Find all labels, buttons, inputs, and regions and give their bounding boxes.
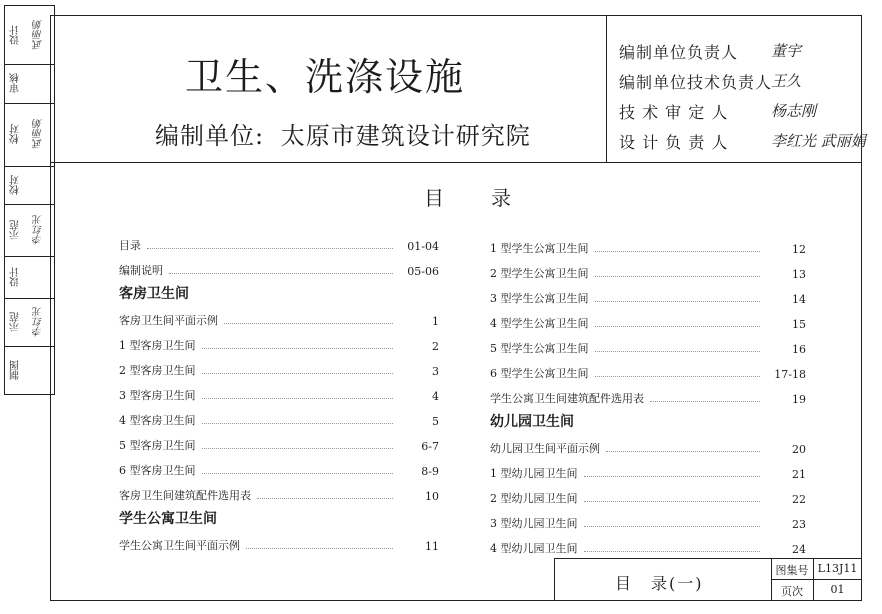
toc-entry-title: 5 型客房卫生间 <box>119 439 196 452</box>
toc-page-number: 15 <box>792 318 806 331</box>
toc-leader-dots <box>584 476 761 477</box>
toc-entry-title: 1 型幼儿园卫生间 <box>490 467 578 480</box>
toc-page-number: 17-18 <box>774 368 806 381</box>
toc-entry-title: 4 型幼儿园卫生间 <box>490 542 578 555</box>
toc-entry-title: 5 型学生公寓卫生间 <box>490 342 589 355</box>
toc-leader-dots <box>584 526 761 527</box>
toc-page-number: 3 <box>432 365 439 378</box>
toc-entry <box>119 308 439 328</box>
toc-leader-dots <box>246 548 393 549</box>
page-number: 01 <box>830 583 845 596</box>
toc-leader-dots <box>202 448 394 449</box>
toc-page-number: 5 <box>432 415 439 428</box>
toc-page-number: 14 <box>792 293 806 306</box>
sidebar-signature <box>27 346 51 394</box>
toc-entry <box>490 386 806 406</box>
sidebar-role: 设计 <box>10 25 22 45</box>
toc-page-number: 16 <box>792 343 806 356</box>
sidebar-role: 示范 <box>10 312 22 332</box>
sidebar-row <box>5 298 54 347</box>
toc-page-number: 23 <box>792 518 806 531</box>
toc-entry <box>119 358 439 378</box>
title-block-divider <box>771 579 862 580</box>
toc-entry-title: 2 型学生公寓卫生间 <box>490 267 589 280</box>
toc-leader-dots <box>257 498 393 499</box>
sidebar-signature: 武丽娟 <box>33 119 45 150</box>
toc-entry <box>119 258 439 278</box>
toc-page-number: 1 <box>432 315 439 328</box>
toc-leader-dots <box>202 473 394 474</box>
signoff-label: 编制单位负责人 <box>619 43 739 62</box>
atlas-number: L13J11 <box>817 562 858 575</box>
toc-leader-dots <box>606 451 760 452</box>
toc-leader-dots <box>224 323 393 324</box>
toc-entry-title: 4 型客房卫生间 <box>119 414 196 427</box>
sidebar-row <box>5 6 54 65</box>
toc-page-number: 20 <box>792 443 806 456</box>
sidebar-role: 校对 <box>10 175 22 195</box>
drawing-frame <box>50 15 866 601</box>
toc-entry-title: 6 型客房卫生间 <box>119 464 196 477</box>
toc-entry-title: 6 型学生公寓卫生间 <box>490 367 589 380</box>
signoff-label: 设 计 负 责 人 <box>619 133 729 152</box>
toc-entry-title: 1 型客房卫生间 <box>119 339 196 352</box>
toc-page-number: 4 <box>432 390 439 403</box>
org-label: 编制单位: <box>155 122 265 150</box>
sidebar-signature <box>27 256 51 298</box>
toc-entry-title: 客房卫生间平面示例 <box>119 314 218 327</box>
toc-entry-title: 目录 <box>119 239 141 252</box>
toc-entry-title: 2 型客房卫生间 <box>119 364 196 377</box>
signoff-signature: 王久 <box>771 72 802 90</box>
toc-entry <box>490 311 806 331</box>
toc-page-number: 8-9 <box>421 465 439 478</box>
toc-entry <box>119 433 439 453</box>
toc-leader-dots <box>650 401 760 402</box>
toc-entry-title: 3 型学生公寓卫生间 <box>490 292 589 305</box>
toc-section-heading <box>490 411 806 431</box>
toc-leader-dots <box>169 273 393 274</box>
toc-page-number: 6-7 <box>421 440 439 453</box>
toc-entry <box>490 436 806 456</box>
toc-leader-dots <box>202 348 394 349</box>
sidebar-signature: 李红光 <box>33 307 45 337</box>
organization-line <box>155 116 531 151</box>
toc-entry <box>119 233 439 253</box>
toc-entry-title: 编制说明 <box>119 264 163 277</box>
toc-entry-title: 3 型幼儿园卫生间 <box>490 517 578 530</box>
toc-section-heading <box>119 508 439 528</box>
toc-entry <box>490 361 806 381</box>
signoff-label: 编制单位技术负责人 <box>619 73 773 92</box>
toc-section-heading <box>119 283 439 303</box>
toc-entry-title: 客房卫生间 <box>119 286 189 302</box>
title-block <box>554 558 862 601</box>
toc-leader-dots <box>202 398 394 399</box>
toc-page-number: 24 <box>792 543 806 556</box>
toc-leader-dots <box>595 376 761 377</box>
toc-entry <box>119 533 439 553</box>
toc-entry <box>119 458 439 478</box>
title-block-title: 目 录(一) <box>615 574 704 593</box>
toc-entry <box>490 286 806 306</box>
toc-page-number: 13 <box>792 268 806 281</box>
toc-leader-dots <box>584 501 761 502</box>
sidebar-role: 校对 <box>10 124 22 145</box>
toc-entry-title: 幼儿园卫生间 <box>490 414 574 430</box>
sidebar-row <box>5 103 54 167</box>
atlas-label: 图集号 <box>775 564 809 577</box>
toc-entry-title: 客房卫生间建筑配件选用表 <box>119 489 251 502</box>
sidebar-signature <box>27 166 51 204</box>
sidebar-role: 示范 <box>10 220 22 240</box>
toc-heading-left: 目 <box>424 186 444 210</box>
sidebar-row <box>5 166 54 205</box>
sidebar-signature <box>27 64 51 103</box>
signoff-box <box>606 16 866 162</box>
toc-entry-title: 学生公寓卫生间建筑配件选用表 <box>490 392 644 405</box>
toc-entry-title: 幼儿园卫生间平面示例 <box>490 442 600 455</box>
toc-heading-right: 录 <box>491 186 511 210</box>
toc-entry <box>490 236 806 256</box>
page-label: 页次 <box>781 585 803 598</box>
toc-entry <box>490 486 806 506</box>
sidebar-signature: 武丽娟 <box>33 20 45 50</box>
sidebar-role: 制图 <box>10 360 22 380</box>
signoff-row <box>619 68 859 96</box>
signoff-row <box>619 98 859 126</box>
toc-entry-title: 4 型学生公寓卫生间 <box>490 317 589 330</box>
toc-entry-title: 2 型幼儿园卫生间 <box>490 492 578 505</box>
toc-entry <box>490 336 806 356</box>
toc-entry <box>490 511 806 531</box>
sidebar-row <box>5 346 54 394</box>
toc-entry <box>119 408 439 428</box>
sidebar-signature: 李红光 <box>33 215 45 245</box>
toc-page-number: 05-06 <box>407 265 439 278</box>
toc-entry-title: 学生公寓卫生间平面示例 <box>119 539 240 552</box>
header-block <box>51 16 866 163</box>
signoff-row <box>619 38 859 66</box>
toc-entry-title: 学生公寓卫生间 <box>119 511 217 527</box>
toc-leader-dots <box>595 251 761 252</box>
signoff-signature: 董宇 <box>771 42 802 60</box>
toc-leader-dots <box>595 301 761 302</box>
sidebar-row <box>5 256 54 299</box>
signoff-signature: 杨志刚 <box>771 102 817 120</box>
toc-leader-dots <box>202 423 394 424</box>
toc-leader-dots <box>202 373 394 374</box>
signoff-label: 技 术 审 定 人 <box>619 103 729 122</box>
toc-page-number: 19 <box>792 393 806 406</box>
toc-page-number: 21 <box>792 468 806 481</box>
toc-entry <box>490 536 806 556</box>
toc-entry <box>490 461 806 481</box>
toc-leader-dots <box>584 551 761 552</box>
toc-page-number: 01-04 <box>407 240 439 253</box>
toc-page-number: 11 <box>425 540 439 553</box>
toc-page-number: 12 <box>792 243 806 256</box>
toc-page-number: 2 <box>432 340 439 353</box>
toc-entry <box>119 483 439 503</box>
toc-entry-title: 3 型客房卫生间 <box>119 389 196 402</box>
org-name: 太原市建筑设计研究院 <box>280 122 531 150</box>
sidebar-signature-strip <box>4 5 55 395</box>
sidebar-row <box>5 64 54 104</box>
sidebar-row <box>5 204 54 257</box>
toc-entry <box>119 383 439 403</box>
toc-leader-dots <box>147 248 393 249</box>
sidebar-role: 设计 <box>10 267 22 287</box>
toc-page-number: 10 <box>425 490 439 503</box>
page-title: 卫生、洗涤设施 <box>185 55 466 99</box>
toc-leader-dots <box>595 351 761 352</box>
toc-entry <box>119 333 439 353</box>
toc-page-number: 22 <box>792 493 806 506</box>
signoff-signature: 李红光 武丽娟 <box>771 132 866 150</box>
toc-entry <box>490 261 806 281</box>
signoff-row <box>619 128 866 156</box>
toc-entry-title: 1 型学生公寓卫生间 <box>490 242 589 255</box>
sidebar-role: 审核 <box>10 73 22 94</box>
toc-leader-dots <box>595 326 761 327</box>
toc-leader-dots <box>595 276 761 277</box>
